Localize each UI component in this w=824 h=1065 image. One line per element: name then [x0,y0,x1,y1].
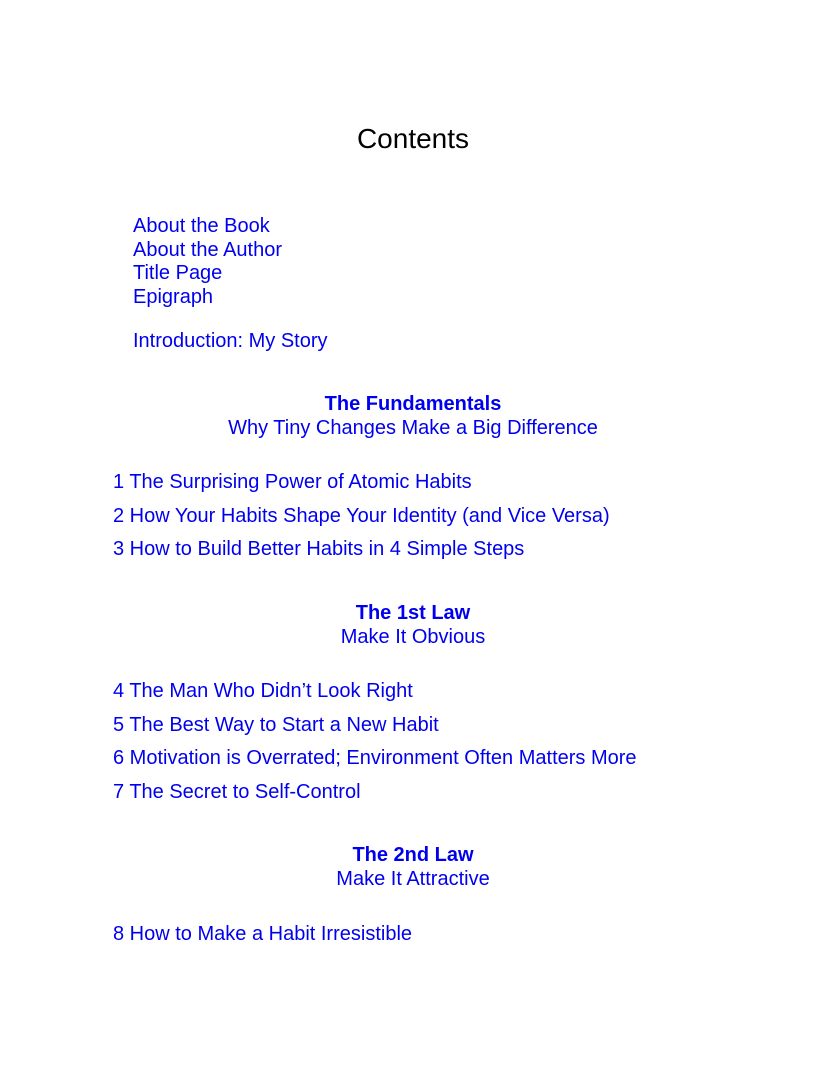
toc-link-chapter-6[interactable]: 6 Motivation is Overrated; Environment Often Matters More [113,747,637,770]
chapter-list-fundamentals [113,470,610,571]
front-matter-list [133,214,282,308]
part-heading-2nd-law [0,844,824,891]
part-title-link[interactable]: The 1st Law [355,602,471,624]
toc-link-about-author[interactable]: About the Author [133,238,283,261]
toc-link-title-page[interactable]: Title Page [133,262,223,284]
toc-link-introduction[interactable]: Introduction: My Story [133,330,328,352]
toc-link-about-book[interactable]: About the Book [133,215,270,237]
toc-link-chapter-7[interactable]: 7 The Secret to Self-Control [113,781,361,804]
chapter-list-2nd-law [113,922,412,956]
toc-link-chapter-2[interactable]: 2 How Your Habits Shape Your Identity (and Vice Versa) [113,504,610,527]
part-title-link[interactable]: The Fundamentals [324,393,502,415]
part-subtitle-link[interactable]: Make It Obvious [340,626,486,648]
toc-link-chapter-4[interactable]: 4 The Man Who Didn’t Look Right [113,680,413,702]
page-title: Contents [356,123,470,154]
toc-link-chapter-3[interactable]: 3 How to Build Better Habits in 4 Simple Steps [113,538,525,561]
toc-link-chapter-5[interactable]: 5 The Best Way to Start a New Habit [113,713,439,736]
part-subtitle-link[interactable]: Make It Attractive [336,868,490,890]
part-subtitle-link[interactable]: Why Tiny Changes Make a Big Difference [228,417,598,439]
part-heading-fundamentals [0,393,824,440]
part-heading-1st-law [0,602,824,649]
toc-link-chapter-1[interactable]: 1 The Surprising Power of Atomic Habits [113,471,472,493]
toc-link-epigraph[interactable]: Epigraph [133,285,214,308]
part-title-link[interactable]: The 2nd Law [352,844,474,866]
toc-link-chapter-8[interactable]: 8 How to Make a Habit Irresistible [113,923,413,945]
chapter-list-1st-law [113,679,637,814]
